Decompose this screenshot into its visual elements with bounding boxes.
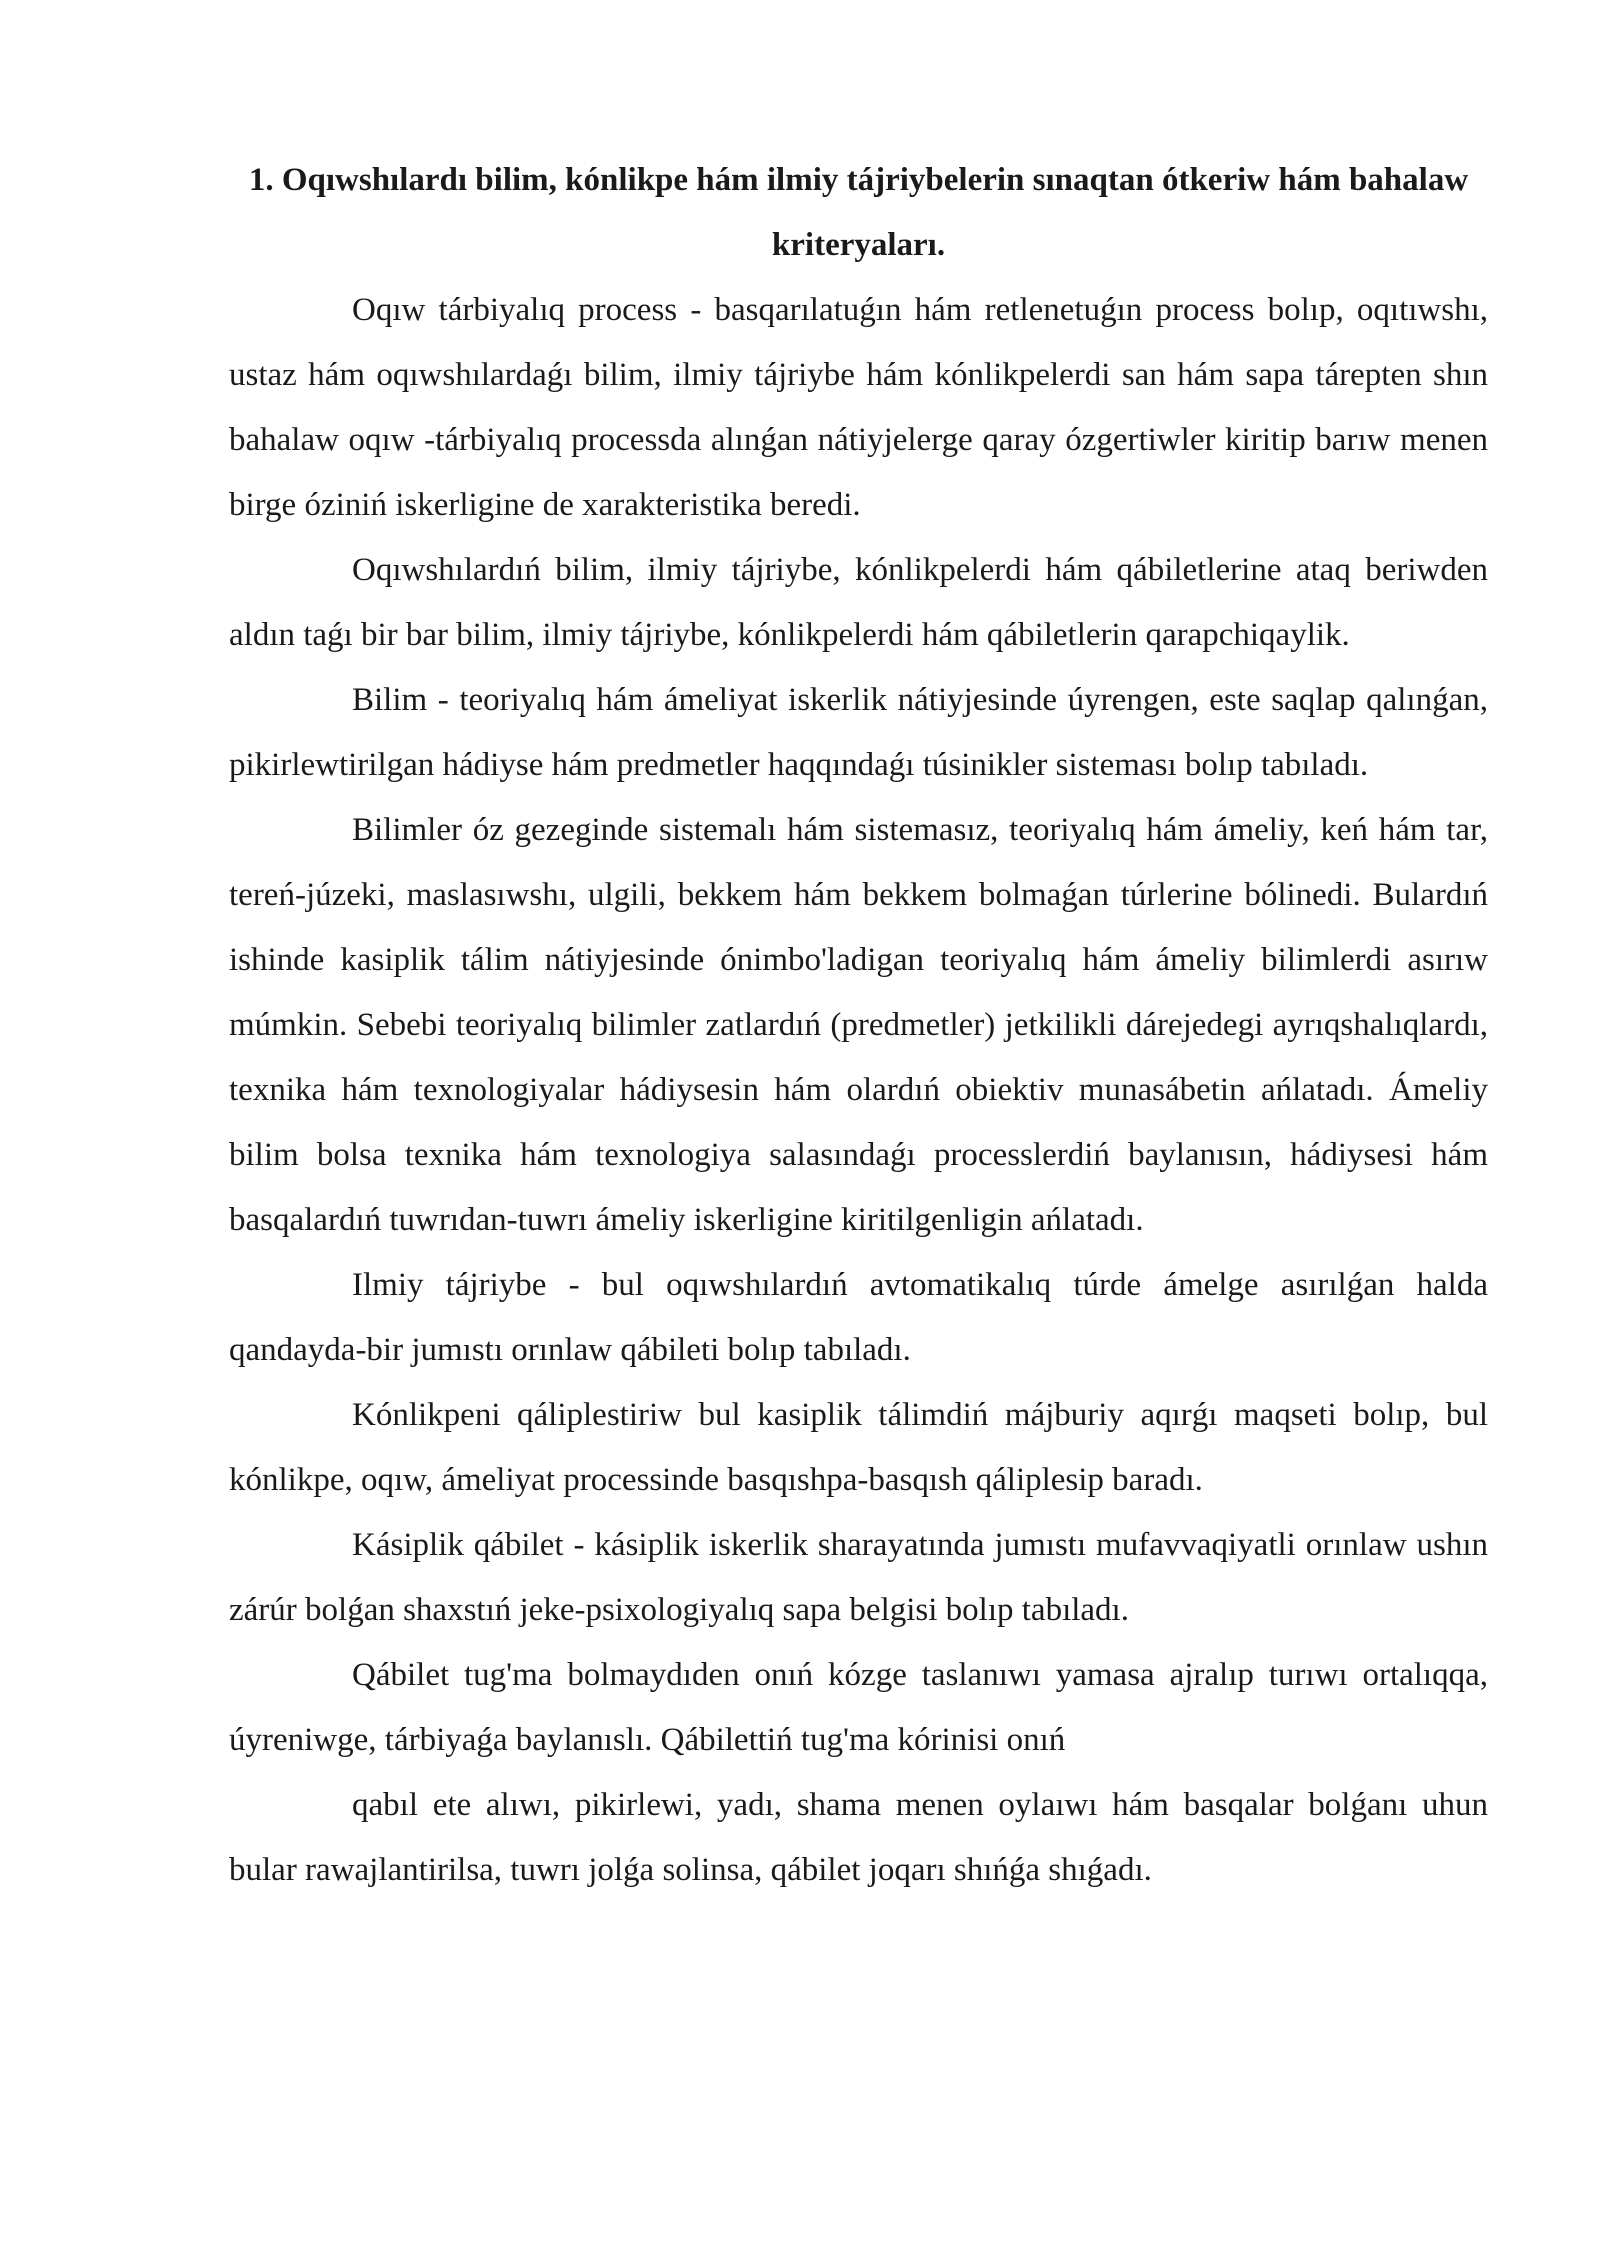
paragraph-3: Bilim - teoriyalıq hám ámeliyat iskerlik nátiyjesinde úyrengen, este saqlap qalınǵan, pikirlewtirilgan hádiyse hám predmetler haqqındaǵı túsinikler sisteması bolıp tabıladı. [229,682,1488,783]
paragraph-7: Kásiplik qábilet - kásiplik iskerlik sharayatında jumıstı mufavvaqiyatli orınlaw ushın zárúr bolǵan shaxstıń jeke-psixologiyalıq sapa belgisi bolıp tabıladı. [229,1527,1488,1628]
document-body [229,148,1488,1903]
paragraph-2: Oqıwshılardıń bilim, ilmiy tájriybe, kónlikpelerdi hám qábiletlerine ataq beriwden aldın taǵı bir bar bilim, ilmiy tájriybe, kónlikpelerdi hám qábiletlerin qarapchiqaylik. [229,552,1488,653]
paragraph-6: Kónlikpeni qáliplestiriw bul kasiplik tálimdiń májburiy aqırǵı maqseti bolıp, bul kónlikpe, oqıw, ámeliyat processinde basqıshpa-basqısh qáliplesip baradı. [229,1397,1488,1498]
paragraph-4: Bilimler óz gezeginde sistemalı hám sistemasız, teoriyalıq hám ámeliy, keń hám tar, tereń-júzeki, maslasıwshı, ulgili, bekkem hám bekkem bolmaǵan túrlerine bólinedi. Bulardıń ishinde kasiplik tálim nátiyjesinde ónimbo'ladigan teoriyalıq hám ámeliy bilimlerdi asırıw múmkin. Sebebi teoriyalıq bilimler zatlardıń (predmetler) jetkilikli dárejedegi ayrıqshalıqlardı, texnika hám texnologiyalar hádiysesin hám olardıń obiektiv munasábetin ańlatadı. Ámeliy bilim bolsa texnika hám texnologiya salasındaǵı processlerdiń baylanısın, hádiysesi hám basqalardıń tuwrıdan-tuwrı ámeliy iskerligine kiritilgenligin ańlatadı. [229,812,1488,1238]
paragraph-9: qabıl ete alıwı, pikirlewi, yadı, shama menen oylaıwı hám basqalar bolǵanı uhun bular rawajlantirilsa, tuwrı jolǵa solinsa, qábilet joqarı shıńǵa shıǵadı. [229,1787,1488,1888]
paragraph-8: Qábilet tug'ma bolmaydıden onıń kózge taslanıwı yamasa ajralıp turıwı ortalıqqa, úyreniwge, tárbiyaǵa baylanıslı. Qábilettiń tug'ma kórinisi onıń [229,1657,1488,1758]
document-title: 1. Oqıwshılardı bilim, kónlikpe hám ilmiy tájriybelerin sınaqtan ótkeriw hám bahalaw kriteryaları. [248,162,1469,263]
paragraph-1: Oqıw tárbiyalıq process - basqarılatuǵın hám retlenetuǵın process bolıp, oqıtıwshı, ustaz hám oqıwshılardaǵı bilim, ilmiy tájriybe hám kónlikpelerdi san hám sapa tárepten shın bahalaw oqıw -tárbiyalıq processda alınǵan nátiyjelerge qaray ózgertiwler kiritip barıw menen birge óziniń iskerligine de xarakteristika beredi. [229,292,1488,523]
paragraph-5: Ilmiy tájriybe - bul oqıwshılardıń avtomatikalıq túrde ámelge asırılǵan halda qandayda-bir jumıstı orınlaw qábileti bolıp tabıladı. [229,1267,1488,1368]
